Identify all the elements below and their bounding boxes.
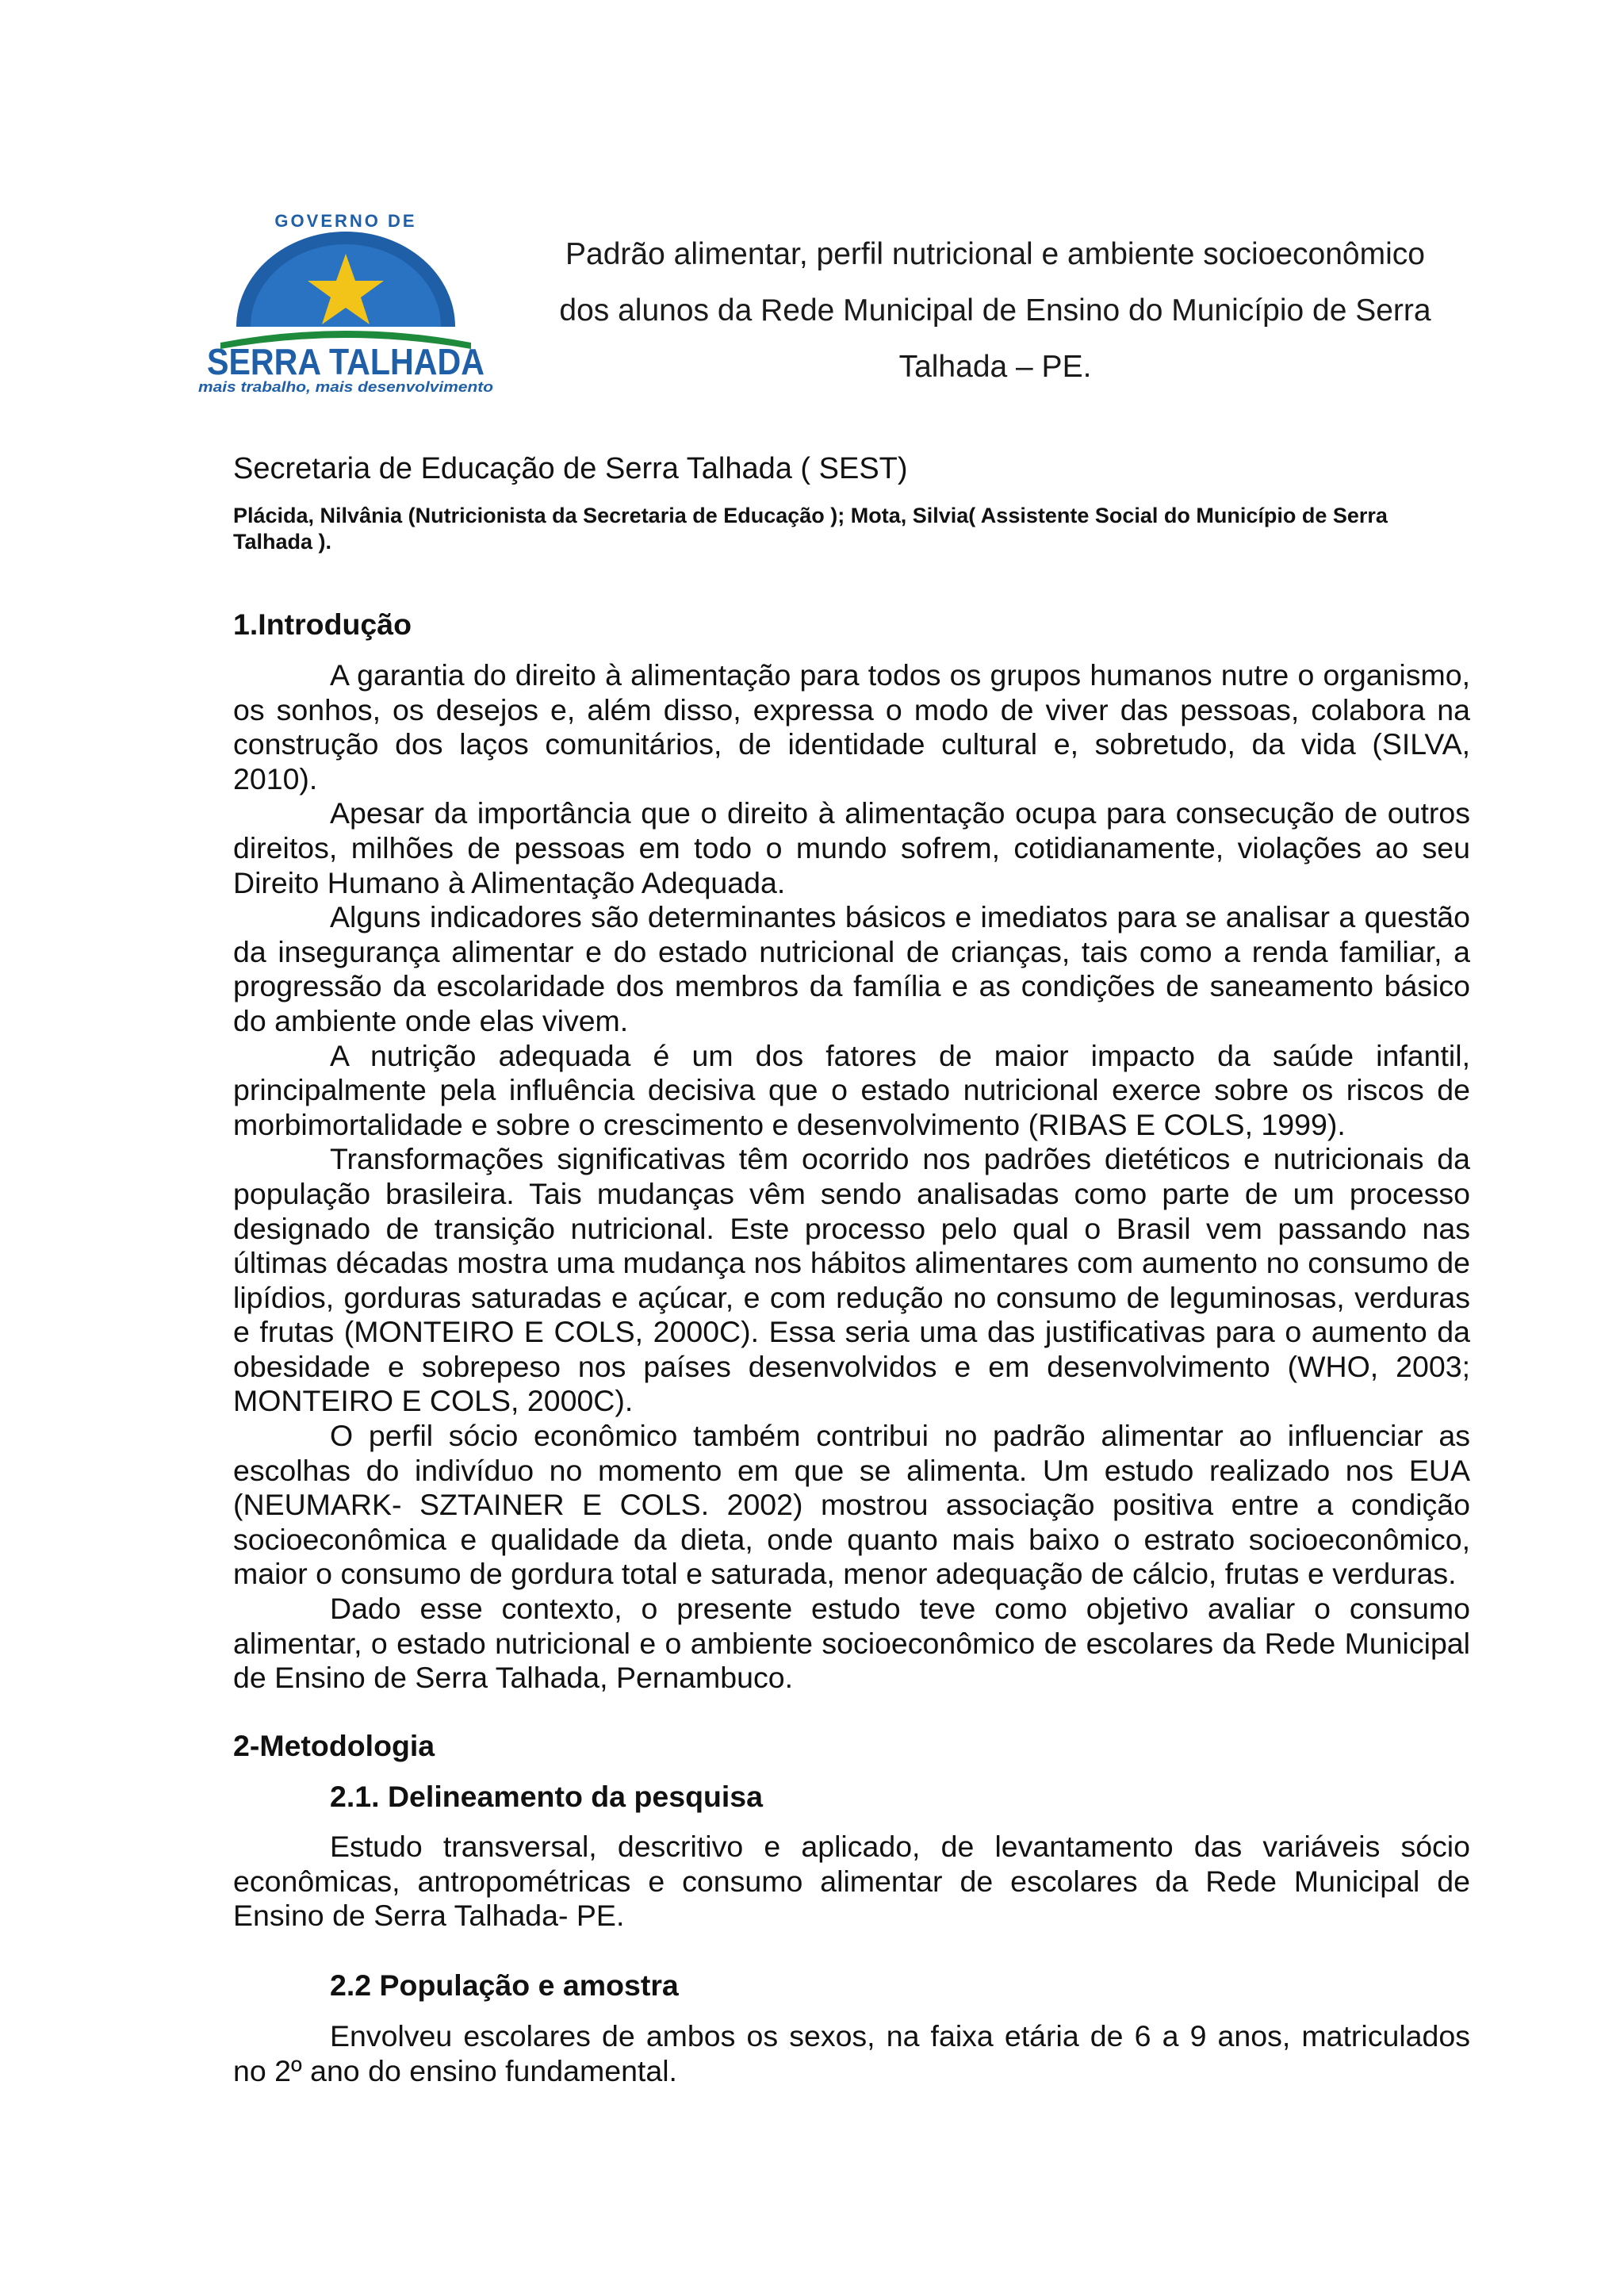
logo-top-text: GOVERNO DE <box>274 211 417 231</box>
subsection-heading-delineamento: 2.1. Delineamento da pesquisa <box>330 1780 764 1813</box>
logo-graphic <box>197 208 495 395</box>
paragraph: A garantia do direito à alimentação para todos os grupos humanos nutre o organismo, os sonhos, os desejos e, além disso, expressa o modo de viver das pessoas, colabora na construção dos laços comunitários, de identidade cultural e, sobretudo, da vida (SILVA, 2010). <box>233 658 1470 795</box>
logo-tagline: mais trabalho, mais desenvolvimento <box>198 379 494 395</box>
serra-talhada-logo <box>197 208 495 395</box>
paragraph: Envolveu escolares de ambos os sexos, na faixa etária de 6 a 9 anos, matriculados no 2º ano do ensino fundamental. <box>233 2019 1470 2087</box>
title-line: Padrão alimentar, perfil nutricional e ambiente socioeconômico <box>565 237 1425 271</box>
delineamento-body <box>233 1830 1470 1934</box>
title-line: Talhada – PE. <box>898 350 1092 384</box>
institution: Secretaria de Educação de Serra Talhada ( SEST) <box>233 452 908 485</box>
paragraph: Estudo transversal, descritivo e aplicado, de levantamento das variáveis sócio econômicas, antropométricas e consumo alimentar de escolares da Rede Municipal de Ensino de Serra Talhada- PE. <box>233 1830 1470 1933</box>
section-heading-introducao: 1.Introdução <box>233 608 412 641</box>
section-heading-metodologia: 2-Metodologia <box>233 1729 435 1762</box>
populacao-body <box>233 2019 1470 2088</box>
introduction-body <box>233 658 1470 1696</box>
paragraph: Apesar da importância que o direito à alimentação ocupa para consecução de outros direitos, milhões de pessoas em todo o mundo sofrem, cotidianamente, violações ao seu Direito Humano à Alimentação Adequada. <box>233 796 1470 899</box>
paragraph: Transformações significativas têm ocorrido nos padrões dietéticos e nutricionais da população brasileira. Tais mudanças vêm sendo analisadas como parte de um processo designado de transição nutricional. Este processo pelo qual o Brasil vem passando nas últimas décadas mostra uma mudança nos hábitos alimentares com aumento no consumo de lipídios, gorduras saturadas e açúcar, e com redução no consumo de leguminosas, verduras e frutas (MONTEIRO E COLS, 2000C). Essa seria uma das justificativas para o aumento da obesidade e sobrepeso nos países desenvolvidos e em desenvolvimento (WHO, 2003; MONTEIRO E COLS, 2000C). <box>233 1142 1470 1418</box>
logo-main-text: SERRA TALHADA <box>207 341 485 382</box>
title-line: dos alunos da Rede Municipal de Ensino do Município de Serra <box>559 293 1431 328</box>
subsection-heading-populacao: 2.2 População e amostra <box>330 1968 679 2002</box>
paragraph: Alguns indicadores são determinantes básicos e imediatos para se analisar a questão da insegurança alimentar e do estado nutricional de crianças, tais como a renda familiar, a progressão da escolaridade dos membros da família e as condições de saneamento básico do ambiente onde elas vivem. <box>233 900 1470 1037</box>
authors: Plácida, Nilvânia (Nutricionista da Secretaria de Educação ); Mota, Silvia( Assistente Social do Município de Serra Talhada ). <box>233 504 1388 554</box>
paragraph: O perfil sócio econômico também contribui no padrão alimentar ao influenciar as escolhas do indivíduo no momento em que se alimenta. Um estudo realizado nos EUA (NEUMARK- SZTAINER E COLS. 2002) mostrou associação positiva entre a condição socioeconômica e qualidade da dieta, onde quanto mais baixo o estrato socioeconômico, maior o consumo de gordura total e saturada, menor adequação de cálcio, frutas e verduras. <box>233 1419 1470 1591</box>
paragraph: A nutrição adequada é um dos fatores de maior impacto da saúde infantil, principalmente pela influência decisiva que o estado nutricional exerce sobre os riscos de morbimortalidade e sobre o crescimento e desenvolvimento (RIBAS E COLS, 1999). <box>233 1038 1470 1141</box>
paper-title <box>508 226 1483 395</box>
paragraph: Dado esse contexto, o presente estudo teve como objetivo avaliar o consumo alimentar, o estado nutricional e o ambiente socioeconômico de escolares da Rede Municipal de Ensino de Serra Talhada, Pernambuco. <box>233 1592 1470 1695</box>
